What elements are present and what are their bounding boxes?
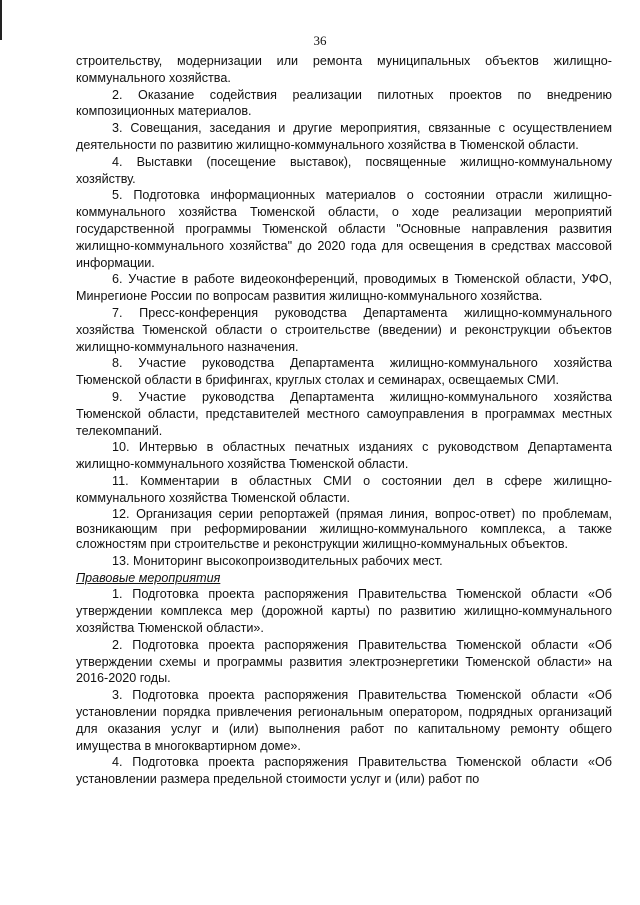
list-item: 11. Комментарии в областных СМИ о состоянии дел в сфере жилищно-коммунального хозяйства Тюменской области. [76, 473, 612, 505]
page-number: 36 [313, 33, 327, 48]
list-item: 2. Оказание содействия реализации пилотных проектов по внедрению композиционных материалов. [76, 87, 612, 119]
list-item: 9. Участие руководства Департамента жилищно-коммунального хозяйства Тюменской области, представителей местного самоуправления в программах местных телекомпаний. [76, 389, 612, 438]
list-item: 10. Интервью в областных печатных изданиях с руководством Департамента жилищно-коммунального хозяйства Тюменской области. [76, 440, 612, 472]
list-item: 4. Выставки (посещение выставок), посвященные жилищно-коммунальному хозяйству. [76, 154, 612, 186]
paragraph-continuation: строительству, модернизации или ремонта муниципальных объектов жилищно-коммунального хозяйства. [76, 54, 612, 85]
list-item: 2. Подготовка проекта распоряжения Правительства Тюменской области «Об утверждении схемы и программы развития электроэнергетики Тюменской области» на 2016-2020 годы. [76, 637, 612, 686]
list-item: 8. Участие руководства Департамента жилищно-коммунального хозяйства Тюменской области в брифингах, круглых столах и семинарах, освещаемых СМИ. [76, 356, 612, 388]
section-heading: Правовые мероприятия [76, 570, 221, 585]
list-item: 12. Организация серии репортажей (прямая линия, вопрос-ответ) по проблемам, возникающим при реформировании жилищно-коммунального комплекса, а также сложностям при строительстве и реконструкции жилищно-коммунальных объектов. [76, 506, 612, 552]
list-item: 4. Подготовка проекта распоряжения Правительства Тюменской области «Об установлении размера предельной стоимости услуг и (или) работ по [76, 755, 612, 787]
document-body [76, 53, 612, 788]
list-item: 3. Подготовка проекта распоряжения Правительства Тюменской области «Об установлении порядка привлечения региональным оператором, подрядных организаций для оказания услуг и (или) выполнения работ по капитальному ремонту общего имущества в многоквартирном доме». [76, 688, 612, 753]
list-item: 6. Участие в работе видеоконференций, проводимых в Тюменской области, УФО, Минрегионе России по вопросам развития жилищно-коммунального хозяйства. [76, 272, 612, 304]
list-item: 5. Подготовка информационных материалов о состоянии отрасли жилищно-коммунального хозяйства Тюменской области, о ходе реализации мероприятий государственной программы Тюменской области "Основные направления развития жилищно-коммунального хозяйства" до 2020 года для освещения в средствах массовой информации. [76, 188, 612, 270]
list-item: 13. Мониторинг высокопроизводительных рабочих мест. [112, 553, 443, 568]
list-item: 3. Совещания, заседания и другие мероприятия, связанные с осуществлением деятельности по развитию жилищно-коммунального хозяйства в Тюменской области. [76, 121, 612, 152]
list-item: 7. Пресс-конференция руководства Департамента жилищно-коммунального хозяйства Тюменской области о строительстве (введении) и реконструкции объектов жилищно-коммунального назначения. [76, 305, 612, 354]
list-item: 1. Подготовка проекта распоряжения Правительства Тюменской области «Об утверждении комплекса мер (дорожной карты) по развитию жилищно-коммунального хозяйства Тюменской области». [76, 587, 612, 635]
